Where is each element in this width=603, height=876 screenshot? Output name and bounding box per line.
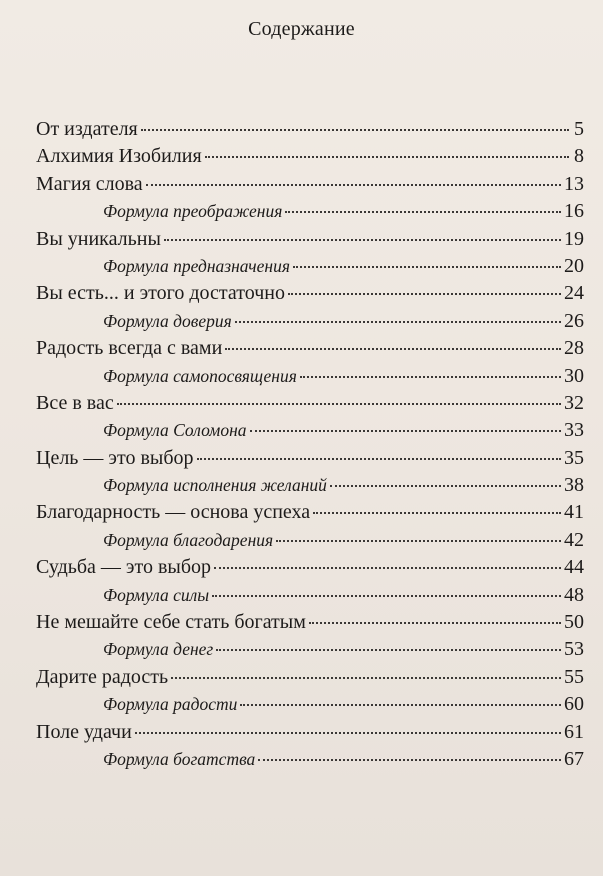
toc-entry xyxy=(36,501,584,528)
toc-entry xyxy=(36,392,584,419)
toc-entry-title: Формула денег xyxy=(103,639,214,660)
dot-leader xyxy=(330,485,561,487)
dot-leader xyxy=(214,567,561,569)
dot-leader xyxy=(309,622,561,624)
toc-subentry xyxy=(36,529,584,556)
toc-entry xyxy=(36,721,584,748)
toc-entry-title: Поле удачи xyxy=(36,720,132,743)
toc-page-number: 5 xyxy=(574,118,584,140)
toc-entry-title: Радость всегда с вами xyxy=(36,337,223,360)
dot-leader xyxy=(225,348,561,350)
toc-page-number: 24 xyxy=(564,282,584,305)
toc-subentry xyxy=(36,638,584,665)
toc-subentry xyxy=(36,584,584,611)
toc-entry-title: Формула самопосвящения xyxy=(103,365,297,386)
toc-entry xyxy=(36,666,584,693)
toc-subentry xyxy=(36,474,584,501)
toc-page-number: 13 xyxy=(564,172,584,195)
toc-entry-title: Формула Соломона xyxy=(103,420,247,441)
toc-entry-title: Формула радости xyxy=(103,694,238,715)
toc-subentry xyxy=(36,419,584,446)
toc-entry-title: Цель — это выбор xyxy=(36,446,194,469)
toc-entry-title: Магия слова xyxy=(36,172,143,195)
toc-subentry xyxy=(36,310,584,337)
dot-leader xyxy=(235,321,561,323)
toc-entry-title: Дарите радость xyxy=(36,665,169,688)
dot-leader xyxy=(288,293,561,295)
toc-page-number: 32 xyxy=(564,391,584,414)
toc-entry-title: От издателя xyxy=(36,118,138,140)
toc-entry-title: Формула преображения xyxy=(103,201,283,222)
page-title: Содержание xyxy=(248,18,355,40)
toc-subentry xyxy=(36,748,584,775)
toc-page-number: 50 xyxy=(564,611,584,634)
toc-page-number: 41 xyxy=(564,501,584,524)
toc-entry-title: Формула силы xyxy=(103,584,210,605)
dot-leader xyxy=(240,704,561,706)
table-of-contents xyxy=(36,118,584,775)
toc-page-number: 42 xyxy=(564,528,584,551)
dot-leader xyxy=(141,129,569,131)
dot-leader xyxy=(300,376,561,378)
dot-leader xyxy=(117,403,561,405)
toc-entry xyxy=(36,145,584,172)
toc-page-number: 60 xyxy=(564,693,584,716)
toc-page-number: 33 xyxy=(564,419,584,442)
dot-leader xyxy=(212,595,561,597)
toc-entry-title: Не мешайте себе стать богатым xyxy=(36,611,306,634)
dot-leader xyxy=(135,732,561,734)
toc-subentry xyxy=(36,255,584,282)
dot-leader xyxy=(146,184,561,186)
toc-entry-title: Формула благодарения xyxy=(103,529,274,550)
toc-page-number: 20 xyxy=(564,254,584,277)
toc-page-number: 8 xyxy=(574,145,584,168)
dot-leader xyxy=(216,649,561,651)
toc-subentry xyxy=(36,365,584,392)
toc-entry xyxy=(36,173,584,200)
toc-subentry xyxy=(36,693,584,720)
dot-leader xyxy=(313,512,561,514)
toc-entry xyxy=(36,118,584,145)
toc-entry xyxy=(36,282,584,309)
dot-leader xyxy=(276,540,561,542)
toc-entry-title: Благодарность — основа успеха xyxy=(36,501,311,524)
toc-entry-title: Формула богатства xyxy=(103,748,256,769)
toc-entry-title: Судьба — это выбор xyxy=(36,556,212,579)
toc-page-number: 44 xyxy=(564,556,584,579)
toc-page-number: 26 xyxy=(564,309,584,332)
toc-entry-title: Формула предназначения xyxy=(103,255,290,276)
dot-leader xyxy=(285,211,561,213)
dot-leader xyxy=(205,156,569,158)
dot-leader xyxy=(197,458,561,460)
toc-entry-title: Формула исполнения желаний xyxy=(103,475,327,496)
toc-subentry xyxy=(36,200,584,227)
toc-entry xyxy=(36,556,584,583)
toc-page-number: 30 xyxy=(564,364,584,387)
toc-entry-title: Формула доверия xyxy=(103,310,232,331)
toc-entry-title: Все в вас xyxy=(36,391,114,414)
toc-page-number: 48 xyxy=(564,583,584,606)
toc-page-number: 55 xyxy=(564,665,584,688)
dot-leader xyxy=(250,430,561,432)
toc-entry-title: Вы есть... и этого достаточно xyxy=(36,282,285,305)
dot-leader xyxy=(171,677,561,679)
toc-entry xyxy=(36,228,584,255)
toc-page-number: 53 xyxy=(564,638,584,661)
toc-page-number: 38 xyxy=(564,474,584,497)
toc-page-number: 67 xyxy=(564,747,584,770)
dot-leader xyxy=(293,266,561,268)
toc-page-number: 16 xyxy=(564,200,584,223)
toc-page-number: 28 xyxy=(564,337,584,360)
toc-entry xyxy=(36,611,584,638)
toc-entry-title: Алхимия Изобилия xyxy=(36,145,202,168)
toc-entry xyxy=(36,447,584,474)
dot-leader xyxy=(164,239,561,241)
dot-leader xyxy=(258,759,561,761)
toc-entry xyxy=(36,337,584,364)
toc-page-number: 19 xyxy=(564,227,584,250)
toc-page-number: 35 xyxy=(564,446,584,469)
toc-entry-title: Вы уникальны xyxy=(36,227,161,250)
toc-page-number: 61 xyxy=(564,720,584,743)
